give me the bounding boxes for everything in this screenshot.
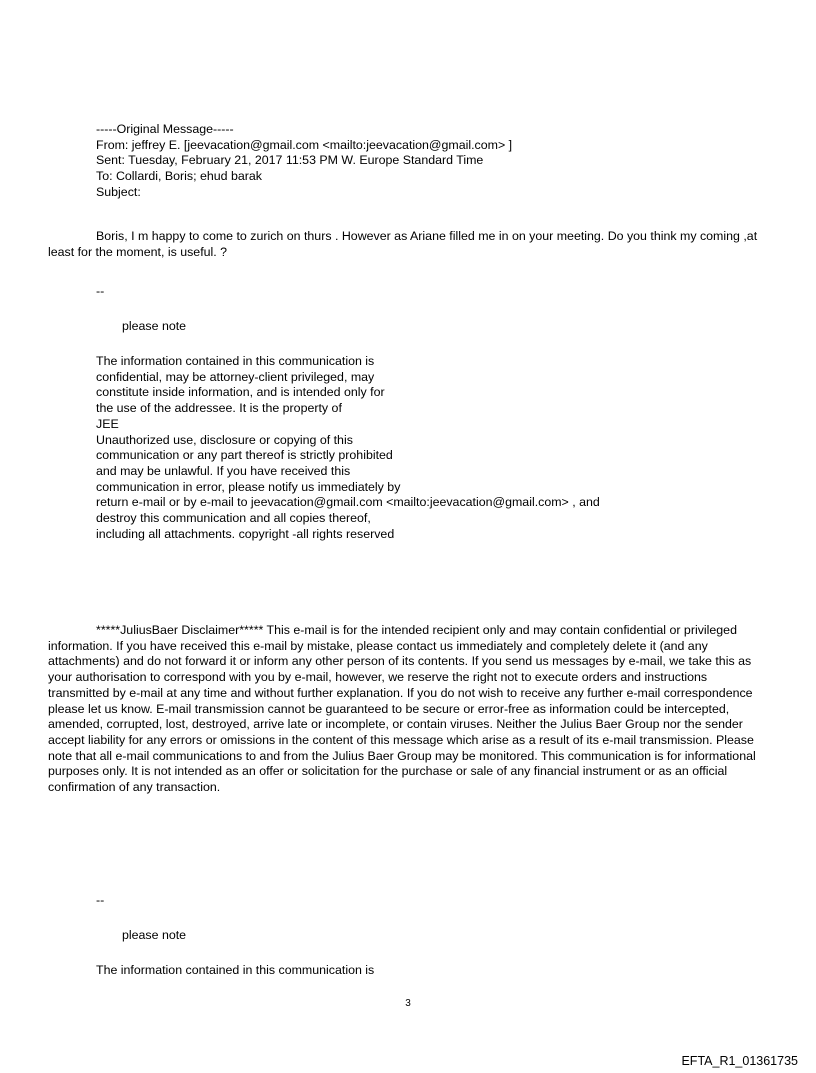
from-line: From: jeffrey E. [jeevacation@gmail.com <mailto:jeevacation@gmail.com> ] [96, 137, 513, 152]
notice-line: destroy this communication and all copies thereof, [96, 511, 371, 526]
notice-line: and may be unlawful. If you have received this [96, 463, 351, 478]
notice-line: including all attachments. copyright -all rights reserved [96, 526, 395, 541]
notice-line: Unauthorized use, disclosure or copying of this [96, 432, 353, 447]
notice-line: communication in error, please notify us immediately by [96, 479, 401, 494]
page-number: 3 [405, 998, 411, 1009]
notice-line: the use of the addressee. It is the property of [96, 401, 342, 416]
document-id: EFTA_R1_01361735 [681, 1054, 798, 1068]
signature-dashes: -- [96, 284, 105, 298]
please-note: please note [122, 319, 187, 333]
notice-line: The information contained in this communication is [96, 354, 375, 368]
notice-line: return e-mail or by e-mail to jeevacation@gmail.com <mailto:jeevacation@gmail.com> , and [96, 495, 600, 510]
confidentiality-notice [96, 354, 600, 542]
original-message-marker: -----Original Message----- [96, 122, 234, 136]
sent-line: Sent: Tuesday, February 21, 2017 11:53 PM W. Europe Standard Time [96, 153, 484, 168]
notice-line: confidential, may be attorney-client privileged, may [96, 369, 375, 384]
notice-line: JEE [96, 416, 119, 431]
notice-line: constitute inside information, and is intended only for [96, 385, 385, 400]
subject-line: Subject: [96, 184, 141, 199]
signature-dashes-2: -- [96, 893, 105, 907]
to-line: To: Collardi, Boris; ehud barak [96, 169, 262, 184]
notice-first-line: The information contained in this communication is [96, 963, 375, 977]
message-body: Boris, I m happy to come to zurich on thurs . However as Ariane filled me in on your meeting. Do you think my coming ,at least for the moment, is useful. ? [48, 229, 758, 259]
julius-baer-disclaimer: *****JuliusBaer Disclaimer***** This e-mail is for the intended recipient only and may contain confidential or privileged information. If you have received this e-mail by mistake, please contact us immediately and completely delete it (and any attachments) and do not forward it or inform any other person of its contents. If you send us messages by e-mail, we take this as your authorisation to correspond with you by e-mail, however, we reserve the right not to execute orders and instructions transmitted by e-mail at any time and without further explanation. If you do not wish to receive any further e-mail correspondence please let us know. E-mail transmission cannot be guaranteed to be secure or error-free as information could be intercepted, amended, corrupted, lost, destroyed, arrive late or incomplete, or contain viruses. Neither the Julius Baer Group nor the sender accept liability for any errors or omissions in the content of this message which arise as a result of its e-mail transmission. Please note that all e-mail communications to and from the Julius Baer Group may be monitored. This communication is for informational purposes only. It is not intended as an offer or solicitation for the purchase or sale of any financial instrument or as an official confirmation of any transaction. [48, 623, 756, 795]
please-note-2: please note [122, 928, 187, 942]
email-header [96, 122, 512, 201]
notice-line: communication or any part thereof is strictly prohibited [96, 448, 393, 463]
